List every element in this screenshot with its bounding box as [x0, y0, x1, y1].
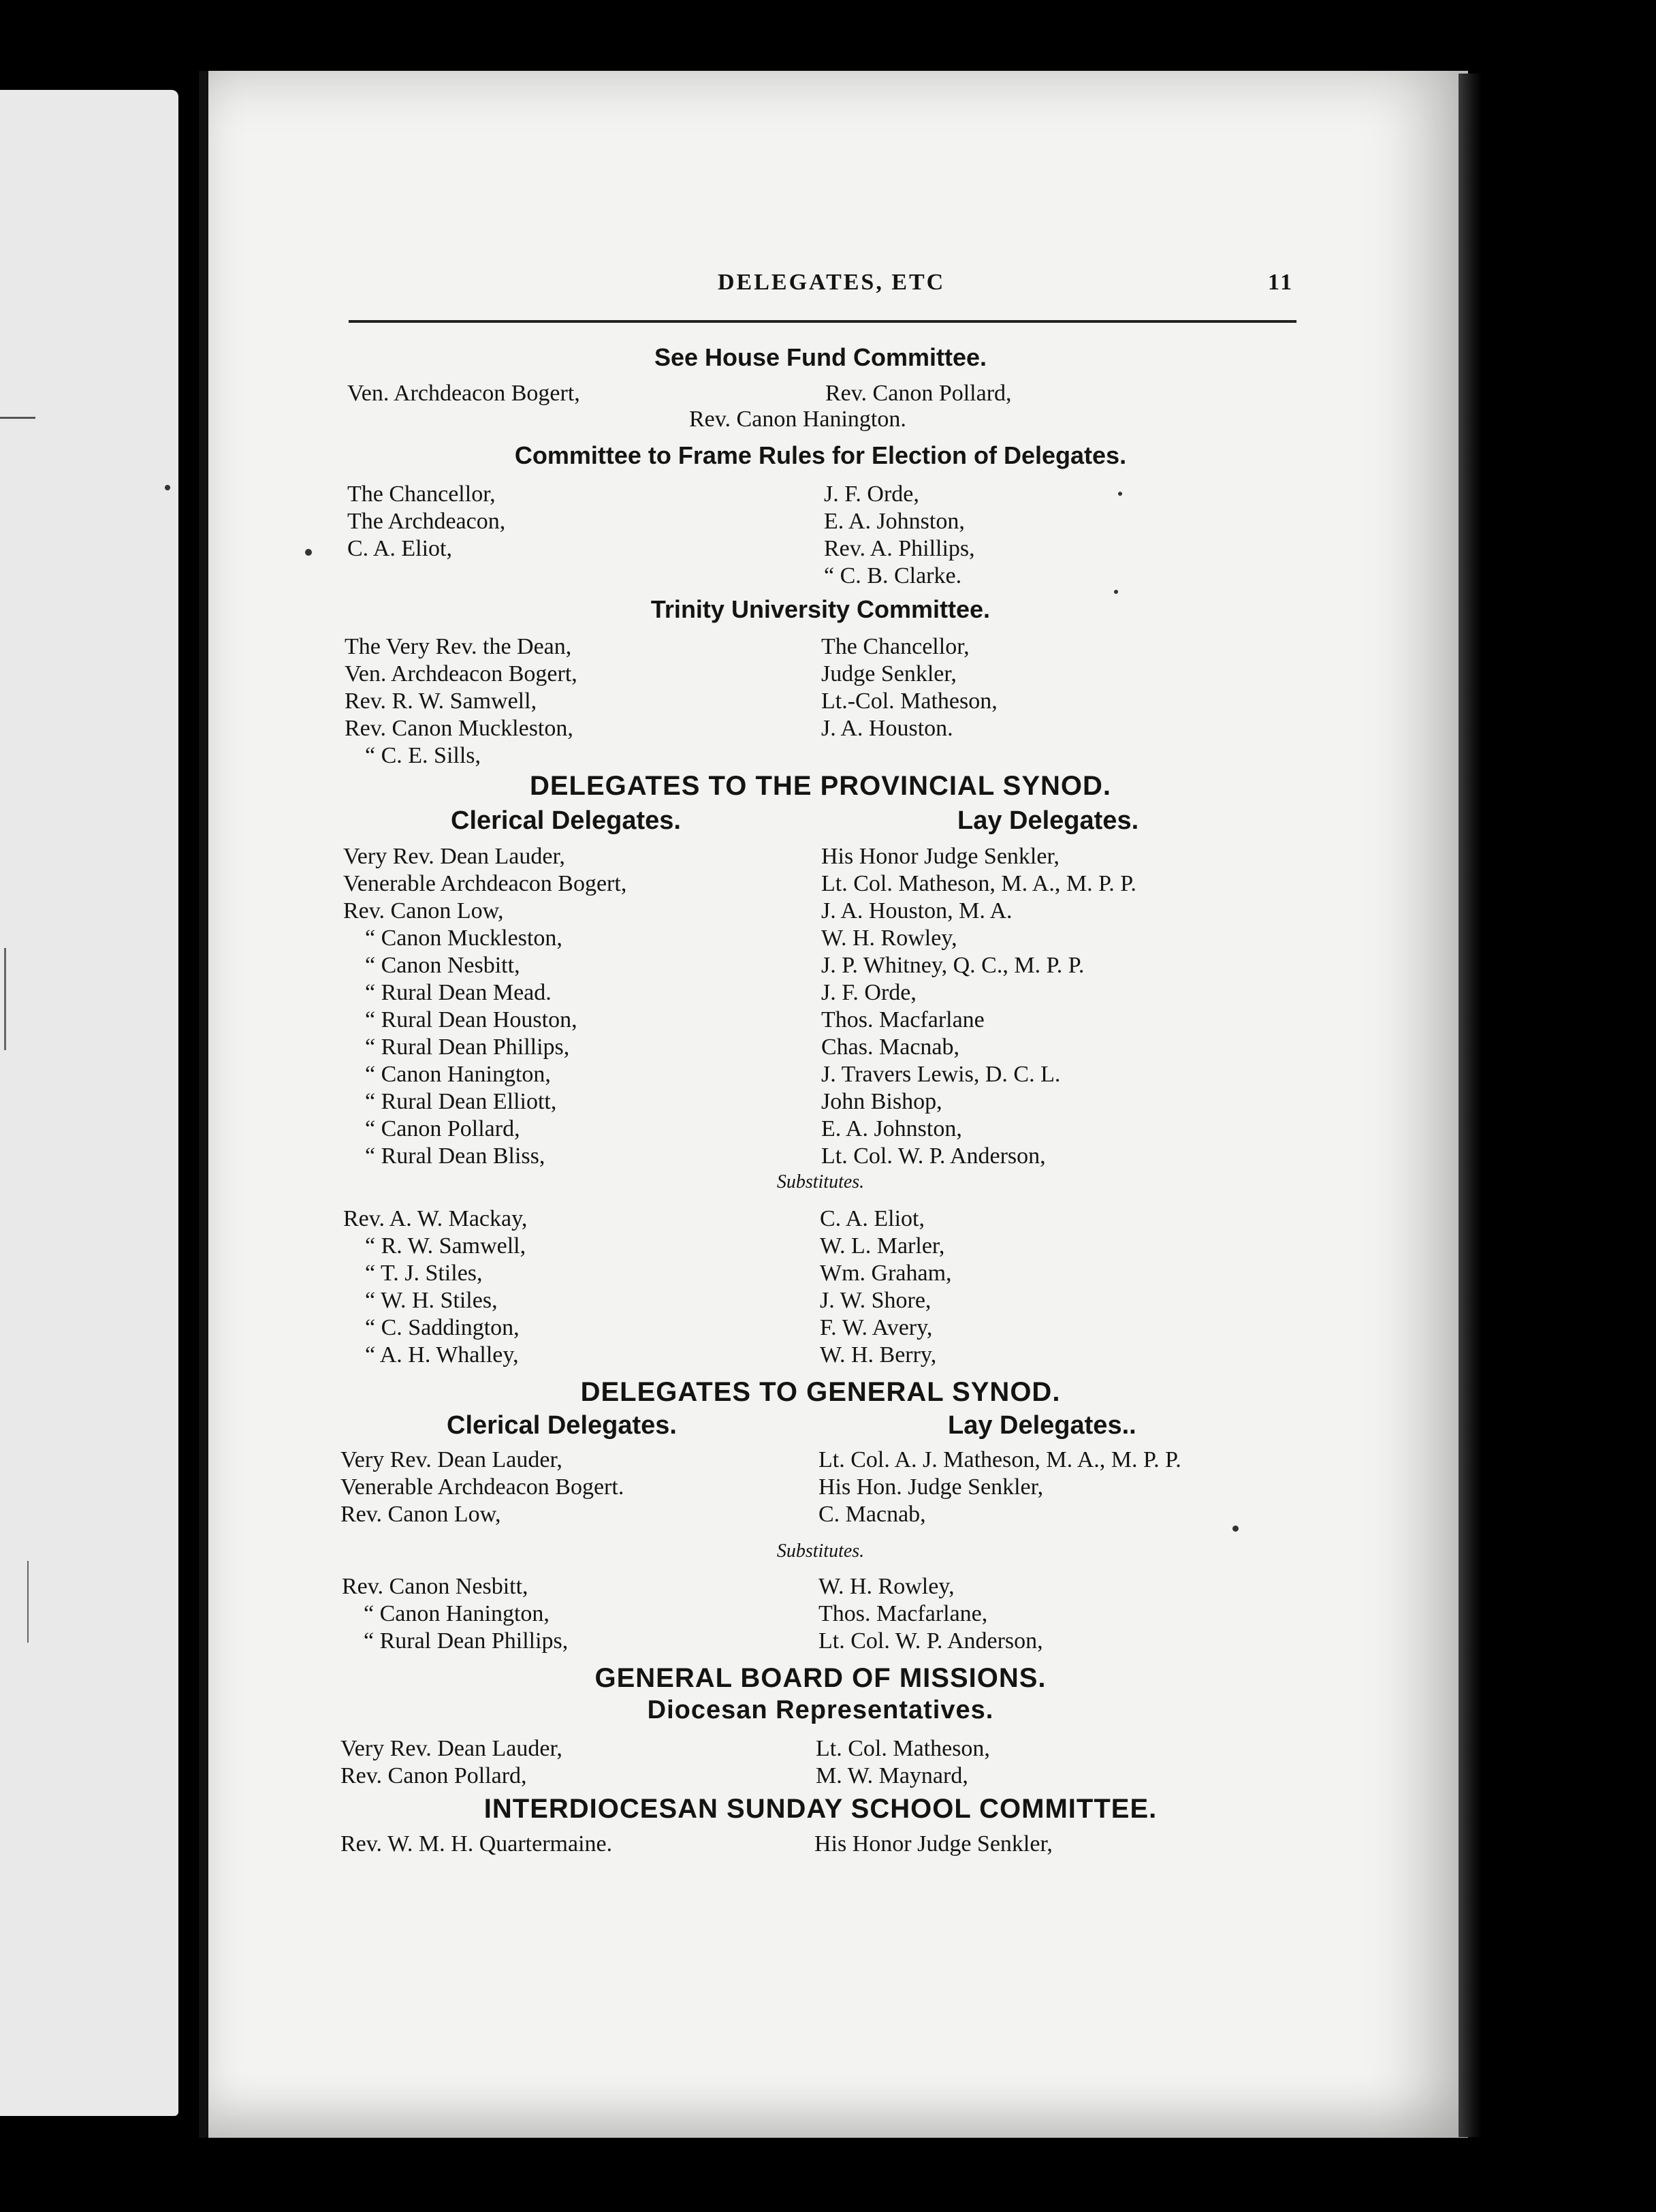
list-item: J. Travers Lewis, D. C. L. — [821, 1062, 1061, 1087]
list-item: Rev. Canon Low, — [340, 1502, 501, 1527]
list-item: E. A. Johnston, — [821, 1116, 962, 1141]
list-item: Thos. Macfarlane, — [818, 1601, 988, 1626]
sunday-school-right: His Honor Judge Senkler, — [814, 1831, 1053, 1856]
list-item: “ W. H. Stiles, — [365, 1288, 498, 1313]
list-item: C. Macnab, — [818, 1502, 926, 1527]
missions-right-list — [816, 1735, 990, 1790]
provincial-lay-list — [821, 843, 1136, 1170]
list-item: “ Rural Dean Elliott, — [365, 1089, 557, 1114]
list-item: “ R. W. Samwell, — [365, 1233, 526, 1259]
scan-speck — [1114, 590, 1118, 594]
list-item: Rev. R. W. Samwell, — [345, 689, 537, 714]
list-item: “ T. J. Stiles, — [365, 1261, 483, 1286]
provincial-heading: DELEGATES TO THE PROVINCIAL SYNOD. — [529, 771, 1112, 801]
list-item: “ Rural Dean Phillips, — [364, 1628, 569, 1654]
list-item: His Hon. Judge Senkler, — [818, 1474, 1044, 1500]
provincial-sub-lay-list — [820, 1205, 952, 1369]
list-item: “ Canon Pollard, — [365, 1116, 520, 1141]
sunday-school-left: Rev. W. M. H. Quartermaine. — [340, 1831, 613, 1856]
list-item: Venerable Archdeacon Bogert. — [340, 1474, 624, 1500]
page-number: 11 — [1268, 270, 1294, 295]
list-item: Lt. Col. Matheson, — [816, 1736, 990, 1761]
list-item: The Chancellor, — [821, 634, 970, 659]
page-edge — [1459, 74, 1482, 2137]
list-item: Rev. Canon Muckleston, — [345, 716, 573, 741]
list-item: W. H. Rowley, — [821, 926, 957, 951]
list-item: “ Rural Dean Mead. — [365, 980, 552, 1005]
list-item: Lt.-Col. Matheson, — [821, 689, 998, 714]
list-item: John Bishop, — [821, 1089, 942, 1114]
list-item: J. P. Whitney, Q. C., M. P. P. — [821, 953, 1085, 978]
list-item: “ C. B. Clarke. — [824, 563, 962, 588]
list-item: W. H. Rowley, — [818, 1574, 955, 1599]
general-sub-clerical-list — [342, 1573, 568, 1655]
general-clerical-list — [340, 1447, 624, 1528]
sunday-school-heading: INTERDIOCESAN SUNDAY SCHOOL COMMITTEE. — [483, 1794, 1158, 1824]
general-clerical-heading: Clerical Delegates. — [447, 1411, 677, 1440]
see-house-heading: See House Fund Committee. — [654, 343, 987, 371]
see-house-right: Rev. Canon Pollard, — [825, 381, 1012, 406]
list-item: His Honor Judge Senkler, — [821, 844, 1060, 869]
trinity-right — [821, 633, 998, 742]
facing-page-rule — [0, 417, 35, 419]
list-item: W. L. Marler, — [820, 1233, 945, 1259]
missions-subheading: Diocesan Representatives. — [647, 1696, 994, 1724]
list-item: Rev. A. W. Mackay, — [343, 1206, 528, 1231]
list-item: C. A. Eliot, — [347, 536, 452, 561]
list-item: Thos. Macfarlane — [821, 1007, 985, 1032]
list-item: Lt. Col. W. P. Anderson, — [818, 1628, 1043, 1654]
provincial-substitutes-label: Substitutes. — [776, 1171, 865, 1192]
list-item: Wm. Graham, — [820, 1261, 952, 1286]
trinity-left — [345, 633, 577, 770]
general-substitutes-label: Substitutes. — [776, 1540, 865, 1562]
list-item: “ Canon Hanington, — [364, 1601, 550, 1626]
trinity-heading: Trinity University Committee. — [650, 595, 991, 623]
list-item: F. W. Avery, — [820, 1315, 933, 1340]
list-item: J. A. Houston, M. A. — [821, 898, 1013, 923]
facing-page-mark — [27, 1561, 29, 1643]
list-item: “ C. Saddington, — [365, 1315, 520, 1340]
list-item: W. H. Berry, — [820, 1342, 937, 1368]
list-item: Chas. Macnab, — [821, 1034, 960, 1060]
general-sub-lay-list — [818, 1573, 1043, 1655]
list-item: The Chancellor, — [347, 481, 496, 507]
list-item: J. A. Houston. — [821, 716, 953, 741]
scan-speck — [165, 485, 170, 490]
list-item: The Very Rev. the Dean, — [345, 634, 572, 659]
list-item: Very Rev. Dean Lauder, — [343, 844, 565, 869]
list-item: “ A. H. Whalley, — [365, 1342, 519, 1368]
list-item: Rev. Canon Low, — [343, 898, 504, 923]
list-item: “ Canon Nesbitt, — [365, 953, 520, 978]
list-item: J. F. Orde, — [821, 980, 917, 1005]
scan-speck — [1118, 492, 1122, 496]
scan-speck — [1232, 1526, 1239, 1532]
scan-speck — [305, 549, 312, 556]
list-item: M. W. Maynard, — [816, 1763, 968, 1788]
list-item: Ven. Archdeacon Bogert, — [345, 661, 577, 686]
header-rule — [349, 320, 1296, 323]
list-item: “ C. E. Sills, — [365, 743, 481, 768]
facing-page — [0, 90, 178, 2116]
frame-rules-right — [824, 481, 975, 590]
list-item: Lt. Col. W. P. Anderson, — [821, 1143, 1046, 1169]
see-house-center: Rev. Canon Hanington. — [689, 407, 906, 432]
list-item: “ Canon Muckleston, — [365, 926, 562, 951]
list-item: The Archdeacon, — [347, 509, 506, 534]
provincial-clerical-heading: Clerical Delegates. — [451, 806, 681, 835]
general-lay-heading: Lay Delegates.. — [948, 1411, 1136, 1440]
provincial-lay-heading: Lay Delegates. — [957, 806, 1139, 835]
missions-heading: GENERAL BOARD OF MISSIONS. — [594, 1663, 1047, 1693]
running-head-title: DELEGATES, ETC — [718, 270, 946, 295]
list-item: Lt. Col. Matheson, M. A., M. P. P. — [821, 871, 1136, 896]
facing-page-mark — [4, 948, 6, 1050]
list-item: Very Rev. Dean Lauder, — [340, 1736, 562, 1761]
general-lay-list — [818, 1447, 1181, 1528]
list-item: “ Canon Hanington, — [365, 1062, 551, 1087]
list-item: Rev. Canon Nesbitt, — [342, 1574, 528, 1599]
provincial-sub-clerical-list — [343, 1205, 527, 1369]
list-item: J. W. Shore, — [820, 1288, 932, 1313]
list-item: Judge Senkler, — [821, 661, 957, 686]
list-item: “ Rural Dean Phillips, — [365, 1034, 570, 1060]
list-item: Very Rev. Dean Lauder, — [340, 1447, 562, 1472]
missions-left-list — [340, 1735, 562, 1790]
list-item: “ Rural Dean Bliss, — [365, 1143, 545, 1169]
list-item: Venerable Archdeacon Bogert, — [343, 871, 627, 896]
general-heading: DELEGATES TO GENERAL SYNOD. — [580, 1377, 1061, 1407]
list-item: Lt. Col. A. J. Matheson, M. A., M. P. P. — [818, 1447, 1181, 1472]
list-item: J. F. Orde, — [824, 481, 919, 507]
list-item: E. A. Johnston, — [824, 509, 965, 534]
list-item: Rev. Canon Pollard, — [340, 1763, 527, 1788]
provincial-clerical-list — [343, 843, 626, 1170]
frame-rules-left — [347, 481, 505, 563]
list-item: C. A. Eliot, — [820, 1206, 925, 1231]
frame-rules-heading: Committee to Frame Rules for Election of Delegates. — [514, 441, 1127, 469]
see-house-left: Ven. Archdeacon Bogert, — [347, 381, 580, 406]
list-item: “ Rural Dean Houston, — [365, 1007, 577, 1032]
list-item: Rev. A. Phillips, — [824, 536, 975, 561]
